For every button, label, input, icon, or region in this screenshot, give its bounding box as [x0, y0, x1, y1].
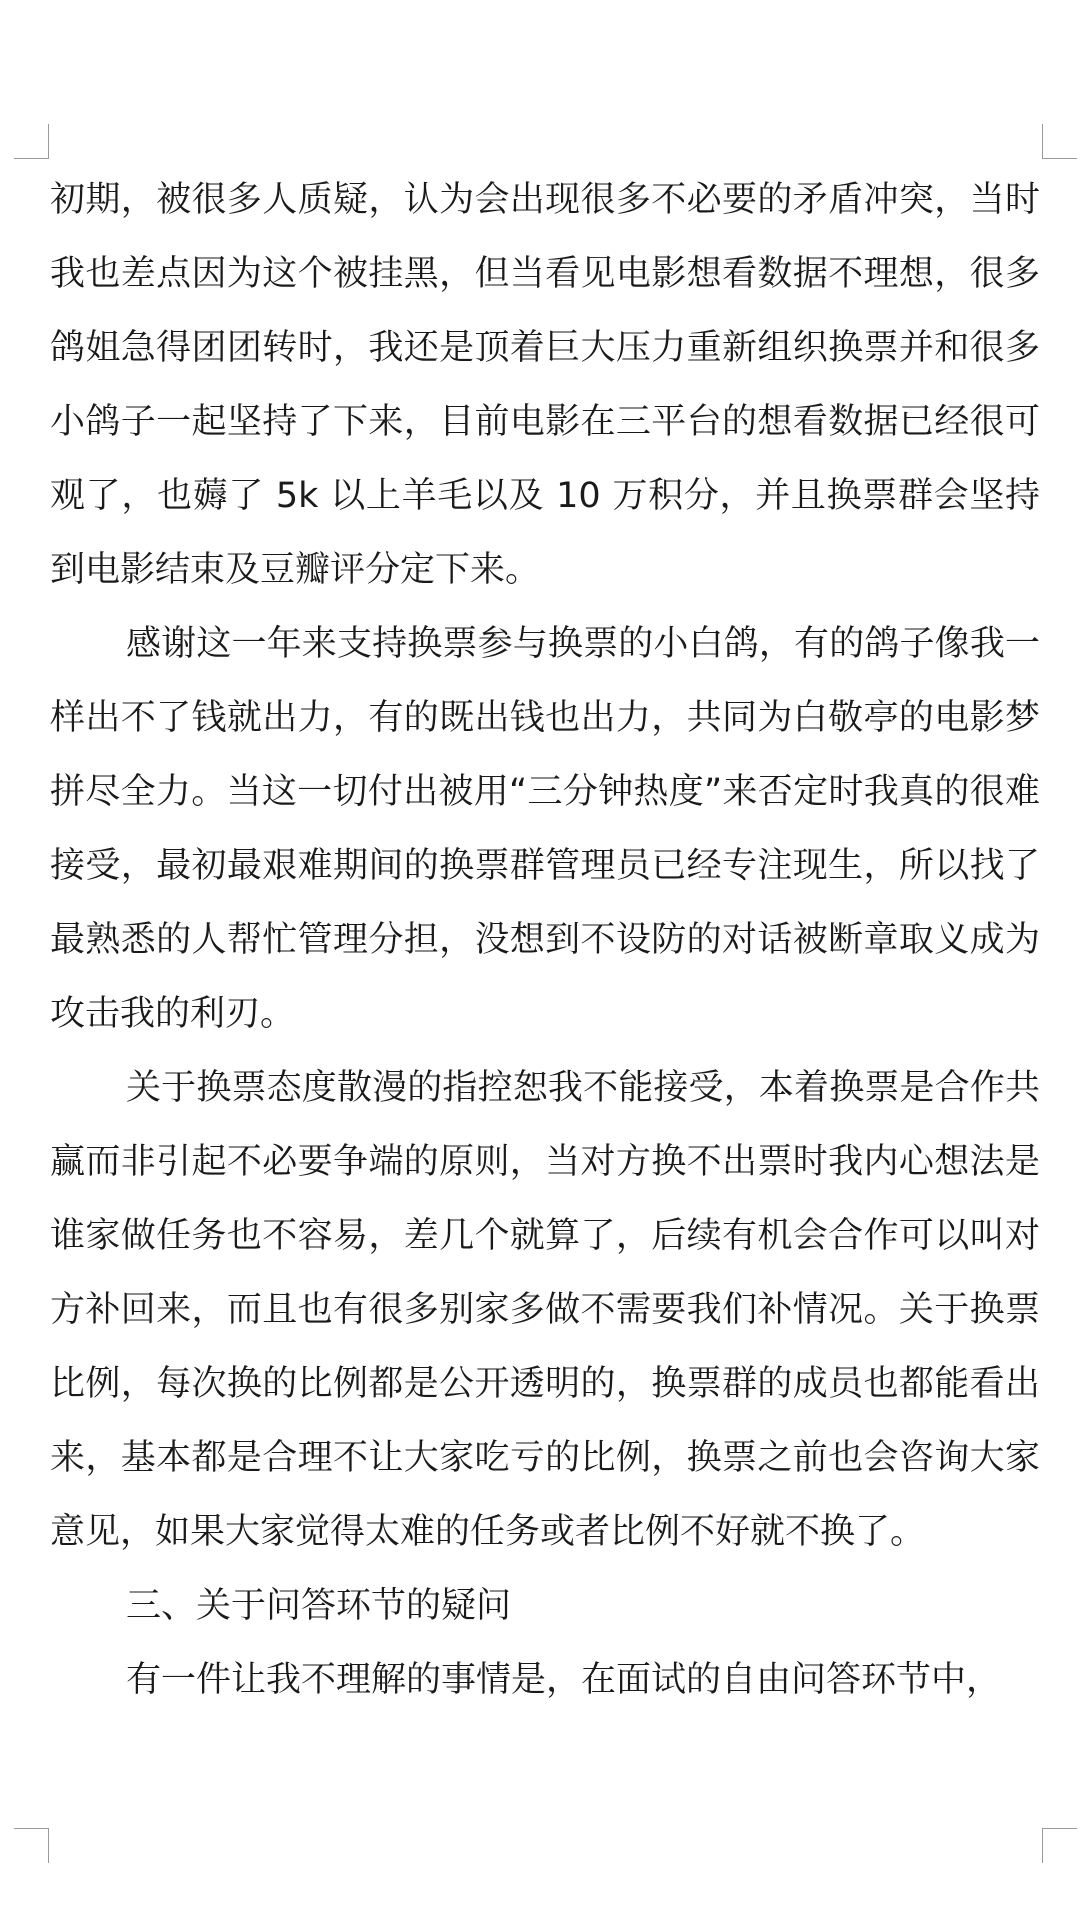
crop-mark-top-right [1042, 124, 1077, 159]
section-heading-3: 三、关于问答环节的疑问 [126, 1586, 512, 1626]
crop-mark-bottom-left [14, 1828, 49, 1863]
crop-mark-top-left [14, 124, 49, 159]
paragraph-2: 感谢这一年来支持换票参与换票的小白鸽，有的鸽子像我一样出不了钱就出力，有的既出钱也出力，共同为白敬亭的电影梦拼尽全力。当这一切付出被用“三分钟热度”来否定时我真的很难接受，最初最艰难期间的换票群管理员已经专注现生，所以找了最熟悉的人帮忙管理分担，没想到不设防的对话被断章取义成为攻击我的利刃。 [50, 624, 1040, 1034]
paragraph-1: 初期，被很多人质疑，认为会出现很多不必要的矛盾冲突，当时我也差点因为这个被挂黑，但当看见电影想看数据不理想，很多鸽姐急得团团转时，我还是顶着巨大压力重新组织换票并和很多小鸽子一起坚持了下来，目前电影在三平台的想看数据已经很可观了，也薅了 5k 以上羊毛以及 10 万积分，并且换票群会坚持到电影结束及豆瓣评分定下来。 [50, 180, 1040, 590]
document-body [50, 163, 1040, 1717]
crop-mark-bottom-right [1042, 1828, 1077, 1863]
paragraph-3: 关于换票态度散漫的指控恕我不能接受，本着换票是合作共赢而非引起不必要争端的原则，当对方换不出票时我内心想法是谁家做任务也不容易，差几个就算了，后续有机会合作可以叫对方补回来，而且也有很多别家多做不需要我们补情况。关于换票比例，每次换的比例都是公开透明的，换票群的成员也都能看出来，基本都是合理不让大家吃亏的比例，换票之前也会咨询大家意见，如果大家觉得太难的任务或者比例不好就不换了。 [50, 1068, 1040, 1552]
paragraph-4: 有一件让我不理解的事情是，在面试的自由问答环节中， [126, 1660, 1002, 1700]
